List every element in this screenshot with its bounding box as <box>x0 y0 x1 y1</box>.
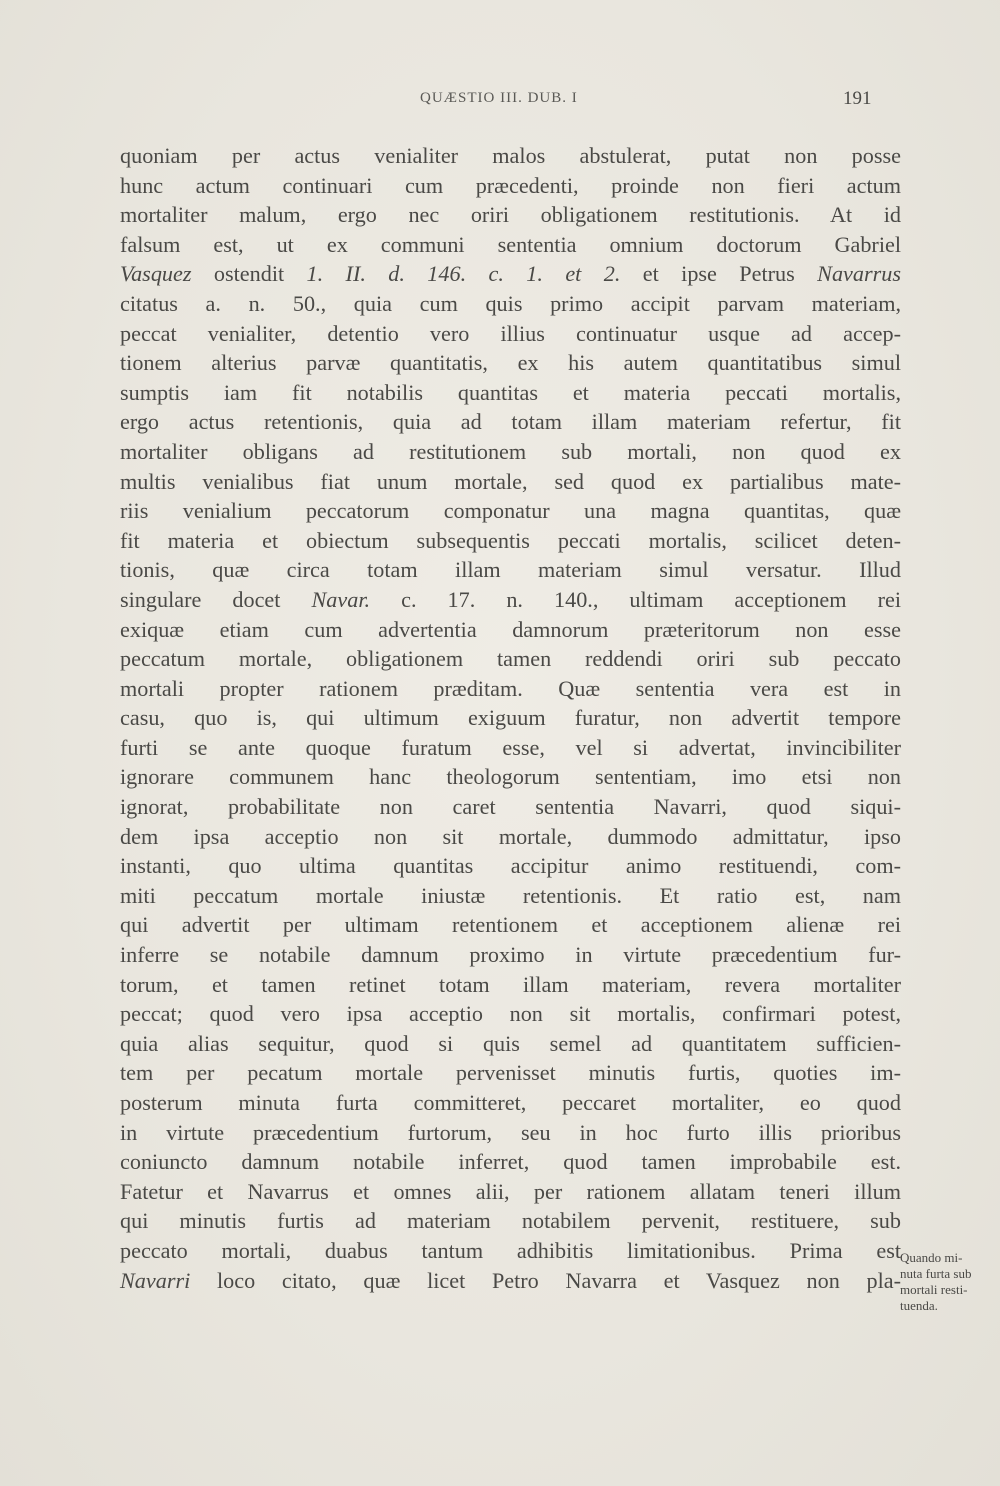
text-line: Vasquez ostendit 1. II. d. 146. c. 1. et 2. et ipse Petrus Navarrus <box>120 261 901 287</box>
text-line: sumptis iam fit notabilis quantitas et materia peccati mortalis, <box>120 379 901 405</box>
text-line: qui advertit per ultimam retentionem et acceptionem alienæ rei <box>120 912 901 938</box>
text-line: peccato mortali, duabus tantum adhibitis limitationibus. Prima est <box>120 1237 901 1263</box>
text-line: tionis, quæ circa totam illam materiam simul versatur. Illud <box>120 557 901 583</box>
text-line: casu, quo is, qui ultimum exiguum furatur, non advertit tempore <box>120 705 901 731</box>
text-line: quoniam per actus venialiter malos abstulerat, putat non posse <box>120 143 901 168</box>
text-line: multis venialibus fiat unum mortale, sed quod ex partialibus mate- <box>120 468 901 494</box>
text-line: mortali propter rationem præditam. Quæ sententia vera est in <box>120 675 901 701</box>
text-line: tionem alterius parvæ quantitatis, ex his autem quantitatibus simul <box>120 350 901 376</box>
marginal-note-line: nuta furta sub <box>900 1266 972 1281</box>
text-line: singulare docet Navar. c. 17. n. 140., ultimam acceptionem rei <box>120 586 901 612</box>
text-line: peccat; quod vero ipsa acceptio non sit mortalis, confirmari potest, <box>120 1001 901 1027</box>
text-line: instanti, quo ultima quantitas accipitur animo restituendi, com- <box>120 853 901 879</box>
body-text <box>120 141 901 1295</box>
marginal-note-line: Quando mi- <box>900 1250 963 1265</box>
running-head: QUÆSTIO III. DUB. I <box>420 90 578 106</box>
text-line: mortaliter malum, ergo nec oriri obligationem restitutionis. At id <box>120 202 901 228</box>
page-number: 191 <box>843 88 872 109</box>
text-line: citatus a. n. 50., quia cum quis primo accipit parvam materiam, <box>120 290 901 316</box>
text-line: posterum minuta furta committeret, peccaret mortaliter, eo quod <box>120 1090 901 1115</box>
text-line: ergo actus retentionis, quia ad totam illam materiam refertur, fit <box>120 409 901 435</box>
text-line: ignorare communem hanc theologorum sententiam, imo etsi non <box>120 764 901 790</box>
text-line: peccatum mortale, obligationem tamen reddendi oriri sub peccato <box>120 646 901 672</box>
text-line: ignorat, probabilitate non caret sententia Navarri, quod siqui- <box>120 794 901 820</box>
text-line: tem per pecatum mortale pervenisset minutis furtis, quoties im- <box>120 1060 901 1086</box>
text-line: in virtute præcedentium furtorum, seu in hoc furto illis prioribus <box>120 1119 901 1145</box>
text-line: quia alias sequitur, quod si quis semel ad quantitatem sufficien- <box>120 1030 901 1056</box>
text-line: hunc actum continuari cum præcedenti, proinde non fieri actum <box>120 172 901 198</box>
text-line: furti se ante quoque furatum esse, vel si advertat, invincibiliter <box>120 734 901 760</box>
marginal-note <box>900 1250 998 1314</box>
text-line: peccat venialiter, detentio vero illius continuatur usque ad accep- <box>120 320 901 346</box>
text-line: coniuncto damnum notabile inferret, quod tamen improbabile est. <box>120 1149 901 1175</box>
text-line: torum, et tamen retinet totam illam materiam, revera mortaliter <box>120 971 901 997</box>
text-line: falsum est, ut ex communi sententia omnium doctorum Gabriel <box>120 231 901 257</box>
text-line: Fatetur et Navarrus et omnes alii, per rationem allatam teneri illum <box>120 1178 901 1204</box>
marginal-note-line: mortali resti- <box>900 1282 968 1297</box>
text-line: fit materia et obiectum subsequentis peccati mortalis, scilicet deten- <box>120 527 901 553</box>
text-line: riis venialium peccatorum componatur una magna quantitas, quæ <box>120 498 901 524</box>
text-line: dem ipsa acceptio non sit mortale, dummodo admittatur, ipso <box>120 823 901 849</box>
text-line: miti peccatum mortale iniustæ retentionis. Et ratio est, nam <box>120 882 901 908</box>
text-line: inferre se notabile damnum proximo in virtute præcedentium fur- <box>120 942 901 968</box>
marginal-note-line: tuenda. <box>900 1298 938 1313</box>
text-line: Navarri loco citato, quæ licet Petro Navarra et Vasquez non pla- <box>120 1267 901 1293</box>
text-line: exiquæ etiam cum advertentia damnorum præteritorum non esse <box>120 616 901 642</box>
text-line: mortaliter obligans ad restitutionem sub mortali, non quod ex <box>120 438 901 464</box>
text-line: qui minutis furtis ad materiam notabilem pervenit, restituere, sub <box>120 1208 901 1234</box>
